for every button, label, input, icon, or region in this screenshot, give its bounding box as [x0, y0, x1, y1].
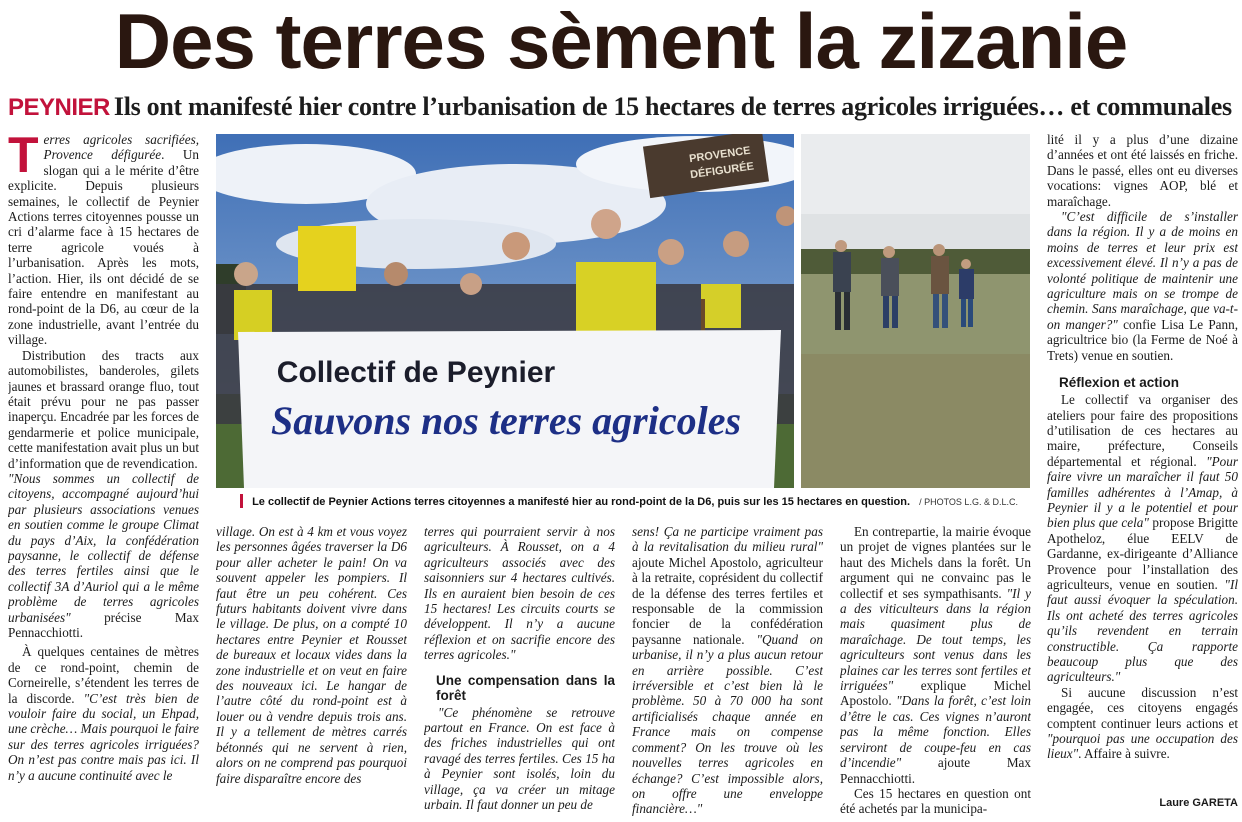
banner-text-line1: Collectif de Peynier: [276, 356, 556, 389]
paragraph: [8, 471, 199, 640]
article-headline: Des terres sèment la zizanie: [114, 0, 1128, 85]
quote-text: "Pour faire vivre un maraîcher il faut 50 familles adhérentes à l’Amap, à Peynier il y a le potentiel et pour bien plus que cela": [1047, 453, 1238, 531]
quote-text: "C’est très bien de vouloir faire du social, un Ehpad, une crèche… Mais pourquoi le faire sur des terres agricoles irriguées? On n’est pas contre mais pas ici. Il n’y a aucune continuité avec le: [8, 690, 199, 783]
article-column-3: [424, 524, 615, 816]
paragraph: [1047, 392, 1238, 685]
body-text: En contrepartie, la mairie évoque un projet de vignes plantées sur le haut des Michels dans la forêt. Un argument qui ne convainc pas le collectif et ses sympathisants.: [840, 524, 1031, 601]
section-heading: Une compensation dans la forêt: [436, 672, 615, 703]
quote-text: "Dans la forêt, c’est loin d’être le cas. Ces vignes n’auront pas la même fonction. Elles serviront de coupe-feu en cas d’incendie": [840, 693, 1031, 771]
article-column-1: [8, 132, 199, 816]
photo-credit: / PHOTOS L.G. & D.L.C.: [919, 497, 1018, 507]
body-text: précise Max Pennacchiotti.: [8, 609, 199, 640]
author-byline: Laure GARETA: [1159, 797, 1238, 809]
paragraph: [840, 524, 1031, 786]
quote-text: erres agricoles sacrifiées, Provence défigurée: [43, 132, 199, 163]
section-heading: Réflexion et action: [1059, 375, 1180, 391]
body-text: . Affaire à suivre.: [1078, 746, 1170, 762]
body-text: ajoute Max Pennacchiotti.: [840, 755, 1031, 786]
paragraph: [216, 524, 407, 786]
quote-text: "Il faut aussi évoquer la spéculation. Ils ont acheté des terres agricoles qu’ils revendent en terrain constructible. Ça rapporte beaucoup plus que des agriculteurs.": [1047, 576, 1238, 685]
paragraph: [1047, 685, 1238, 762]
quote-text: sens! Ça ne participe vraiment pas à la revitalisation du milieu rural": [632, 524, 823, 555]
paragraph: Distribution des tracts aux automobilistes, banderoles, gilets jaunes et brassard orange fluo, tout était prévu pour ne pas passer inaperçu. Encadrée par les forces de gendarmerie et police municipale, cette manifestation avait plus un but d’information que de revendication.: [8, 347, 199, 471]
body-text: À quelques centaines de mètres de ce rond-point, chemin de Corneirelle, s’étendent les terres de la discorde.: [8, 644, 199, 706]
banner-text-line2: Sauvons nos terres agricoles: [270, 398, 742, 443]
paragraph: [424, 705, 615, 813]
article-column-4: [632, 524, 823, 816]
body-text: confie Lisa Le Pann, agricultrice bio (la Ferme de Noé à Trets) venue en soutien.: [1047, 316, 1238, 363]
paragraph: [1047, 209, 1238, 363]
quote-text: village. On est à 4 km et vous voyez les personnes âgées traverser la D6 pour aller acheter le pain! On va souvent appeler les pompiers. Il faut être un peu cohérent. Ces futurs habitants doivent vivre dans le village. De plus, on a compté 10 hectares entre Peynier et Rousset de bureaux et locaux vides dans la zone industrielle et on veut en faire des nouveaux ici. Le hangar de l’autre côté du rond-point est à louer ou à vendre depuis trois ans. Il y a tellement de mètres carrés bétonnés qui ne servent à rien, alors on ne comprend pas pourquoi faire disparaître encore des: [216, 524, 407, 786]
quote-text: "Nous sommes un collectif de citoyens, accompagné aujourd’hui par plusieurs associations venues en soutien comme le groupe Climat du pays d’Aix, la confédération paysanne, le collectif de défense des terres fertiles ainsi que le collectif 3A d’Auriol qui a le même problème de terres agricoles urbanisées": [8, 470, 199, 625]
photo-caption: [240, 494, 1040, 512]
kicker-location: PEYNIER: [8, 94, 110, 121]
quote-text: "Ce phénomène se retrouve partout en France. On est face à des friches industrielles qui ont ravagé des terres fertiles. Ces 15 ha à Peynier sont isolés, loin du village, ça va créer un mitage urbain. Il faut donner un peu de: [424, 704, 615, 813]
paragraph-intro: [8, 132, 199, 348]
article-column-6: [1047, 132, 1238, 794]
caption-accent-bar: [240, 494, 243, 508]
body-text: Si aucune discussion n’est engagée, ces citoyens engagés comptent continuer leurs actions et: [1047, 684, 1238, 731]
body-text: Le collectif va organiser des ateliers pour faire des propositions d’utilisation de ces hectares au maire, préfecture, Conseils départemental et régional.: [1047, 392, 1238, 469]
paragraph: [8, 644, 199, 783]
paragraph: [424, 524, 615, 663]
quote-text: terres qui pourraient servir à nos agriculteurs. À Rousset, on a 4 agriculteurs associés avec des saisonniers sur 4 hectares cultivés. Ils en auraient bien besoin de ces 15 hectares! Les circuits courts se développent. Il n’y a aucune réflexion et on sacrifie encore des terres agricoles.": [424, 524, 615, 663]
paragraph: Ces 15 hectares en question ont été achetés par la municipa-: [840, 785, 1031, 816]
article-column-5: [840, 524, 1031, 816]
drop-cap: T: [8, 132, 39, 183]
body-text: propose Brigitte Apotheloz, élue EELV de Gardanne, ex-dirigeante d’Alliance Provence pour l’installation des agriculteurs, venue en soutien.: [1047, 515, 1238, 592]
caption-text: Le collectif de Peynier Actions terres citoyennes a manifesté hier au rond-point de la D6, puis sur les 15 hectares en question.: [252, 496, 911, 508]
body-text: ajoute Michel Apostolo, agriculteur à la retraite, coprésident du collectif de la défense des terres fertiles et responsable de la commission foncier de la confédération paysanne nationale.: [632, 554, 823, 647]
paragraph: lité il y a plus d’une dizaine d’années et ont été laissés en friche. Dans le passé, elles ont eu diverses vocations: vignes AOP, blé et maraîchage.: [1047, 132, 1238, 209]
body-text: explique Michel Apostolo.: [840, 678, 1031, 709]
main-photo: [216, 134, 794, 488]
sign-text-line1: PROVENCE: [688, 144, 752, 166]
secondary-photo: [801, 134, 1030, 488]
paragraph: [632, 524, 823, 816]
quote-text: "pourquoi pas une occupation des lieux": [1047, 731, 1238, 762]
article-subhead-row: [8, 92, 1238, 126]
article-subhead: Ils ont manifesté hier contre l’urbanisation de 15 hectares de terres agricoles irriguées… et communales: [113, 92, 1232, 121]
quote-text: "Quand on urbanise, il n’y a plus aucun retour en arrière possible. C’est irréversible et c’est bien là le problème. 50 à 70 000 ha sont artificialisés chaque année en France mais on compense comment? On les trouve où les nouvelles terres agricoles en échange? C’est impossible alors, on offre une enveloppe financière…": [632, 631, 823, 816]
quote-text: "C’est difficile de s’installer dans la région. Il y a de moins en moins de terres et leur prix est excessivement élevé. Il n’y a pas de volonté politique de maintenir une agriculture mais on se trompe de chemin. Sans maraîchage, que va-t-on manger?": [1047, 209, 1238, 332]
article-column-2: [216, 524, 407, 816]
quote-text: "Il y a des viticulteurs dans la région mais quasiment plus de maraîchage. De tout temps, les agriculteurs sont venus dans les plaines car les terres sont fertiles et irriguées": [840, 585, 1031, 694]
sign-text-line2: DÉFIGURÉE: [689, 160, 755, 182]
body-text: . Un slogan qui a le mérite d’être explicite. Depuis plusieurs semaines, le collectif de Peynier Actions terres citoyennes pousse un cri d’alarme face à 15 hectares de terre agricole voués à l’urbanisation. Après les mots, l’action. Hier, ils ont décidé de se faire entendre en manifestant au rond-point de la D6, au cœur de la zone industrielle, avant l’entrée du village.: [8, 147, 199, 348]
